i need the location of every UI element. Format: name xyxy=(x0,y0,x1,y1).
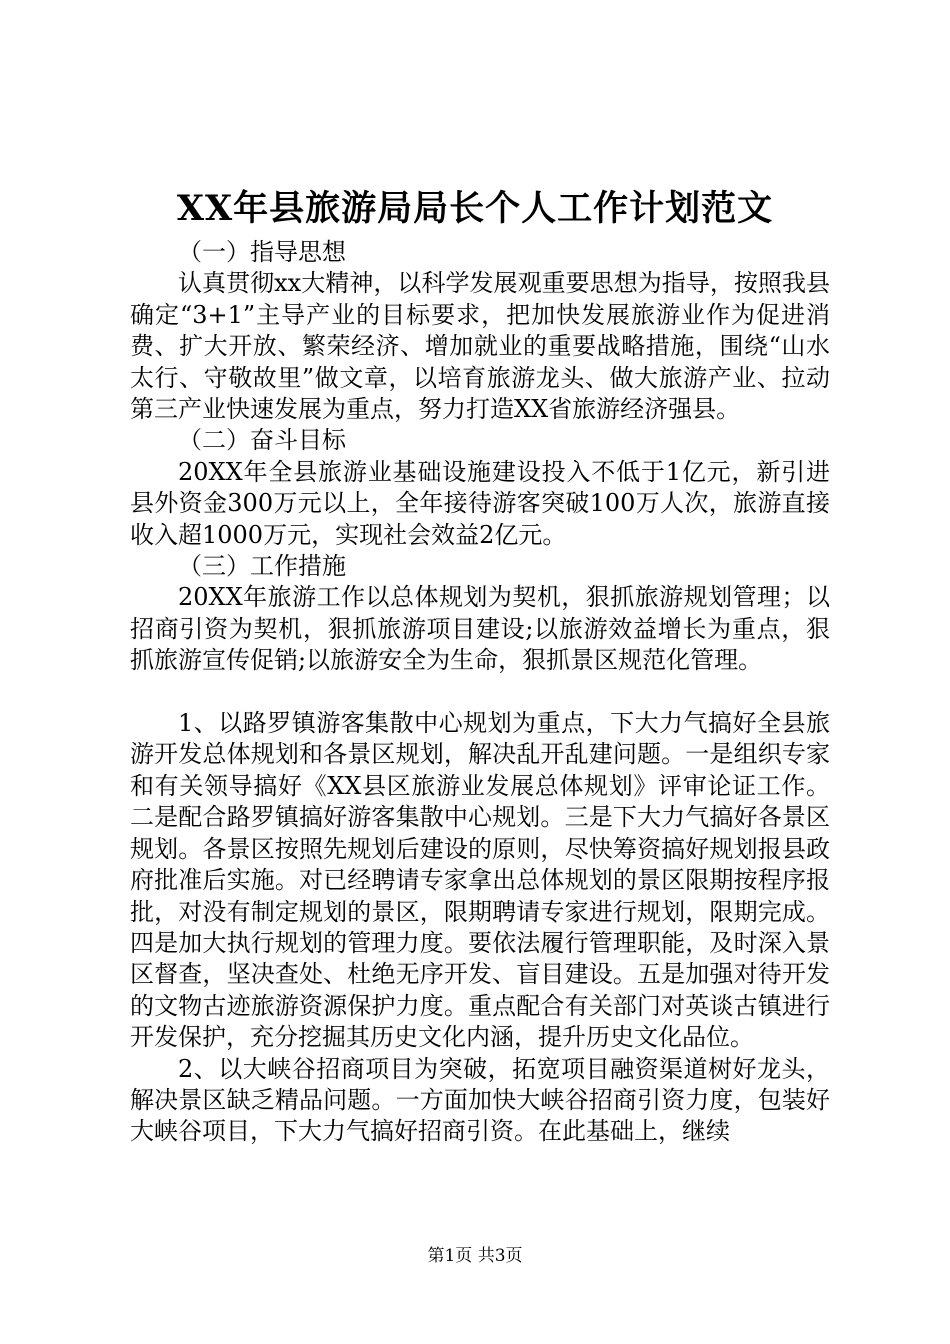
document-body xyxy=(130,237,830,1148)
document-title: XX年县旅游局局长个人工作计划范文 xyxy=(176,188,774,229)
page-footer: 第1页 共3页 xyxy=(427,1246,523,1266)
section-heading-guiding-thought: （一）指导思想 xyxy=(178,238,346,266)
paragraph-item-2: 2、以大峡谷招商项目为突破，拓宽项目融资渠道树好龙头，解决景区缺乏精品问题。一方面加快大峡谷招商引资力度，包装好大峡谷项目，下大力气搞好招商引资。在此基础上，继续 xyxy=(130,1054,830,1146)
section-heading-measures: （三）工作措施 xyxy=(178,552,346,581)
paragraph-goals: 20XX年全县旅游业基础设施建设投入不低于1亿元，新引进县外资金300万元以上，全年接待游客突破100万人次，旅游直接收入超1000万元，实现社会效益2亿元。 xyxy=(130,457,830,549)
paragraph-guiding-thought: 认真贯彻xx大精神，以科学发展观重要思想为指导，按照我县确定“3+1”主导产业的目标要求，把加快发展旅游业作为促进消费、扩大开放、繁荣经济、增加就业的重要战略措施，围绕“山水太行、守敬故里”做文章，以培育旅游龙头、做大旅游产业、拉动第三产业快速发展为重点，努力打造XX省旅游经济强县。 xyxy=(130,269,830,424)
section-heading-goals: （二）奋斗目标 xyxy=(178,426,346,455)
paragraph-measures: 20XX年旅游工作以总体规划为契机，狠抓旅游规划管理；以招商引资为契机，狠抓旅游项目建设;以旅游效益增长为重点，狠抓旅游宣传促销;以旅游安全为生命，狠抓景区规范化管理。 xyxy=(130,583,830,675)
paragraph-item-1: 1、以路罗镇游客集散中心规划为重点，下大力气搞好全县旅游开发总体规划和各景区规划，解决乱开乱建问题。一是组织专家和有关领导搞好《XX县区旅游业发展总体规划》评审论证工作。二是配合路罗镇搞好游客集散中心规划。三是下大力气搞好各景区规划。各景区按照先规划后建设的原则，尽快筹资搞好规划报县政府批准后实施。对已经聘请专家拿出总体规划的景区限期按程序报批，对没有制定规划的景区，限期聘请专家进行规划，限期完成。四是加大执行规划的管理力度。要依法履行管理职能，及时深入景区督查，坚决查处、杜绝无序开发、盲目建设。五是加强对待开发的文物古迹旅游资源保护力度。重点配合有关部门对英谈古镇进行开发保护，充分挖掘其历史文化内涵，提升历史文化品位。 xyxy=(130,709,830,1052)
blank-line xyxy=(130,677,830,708)
